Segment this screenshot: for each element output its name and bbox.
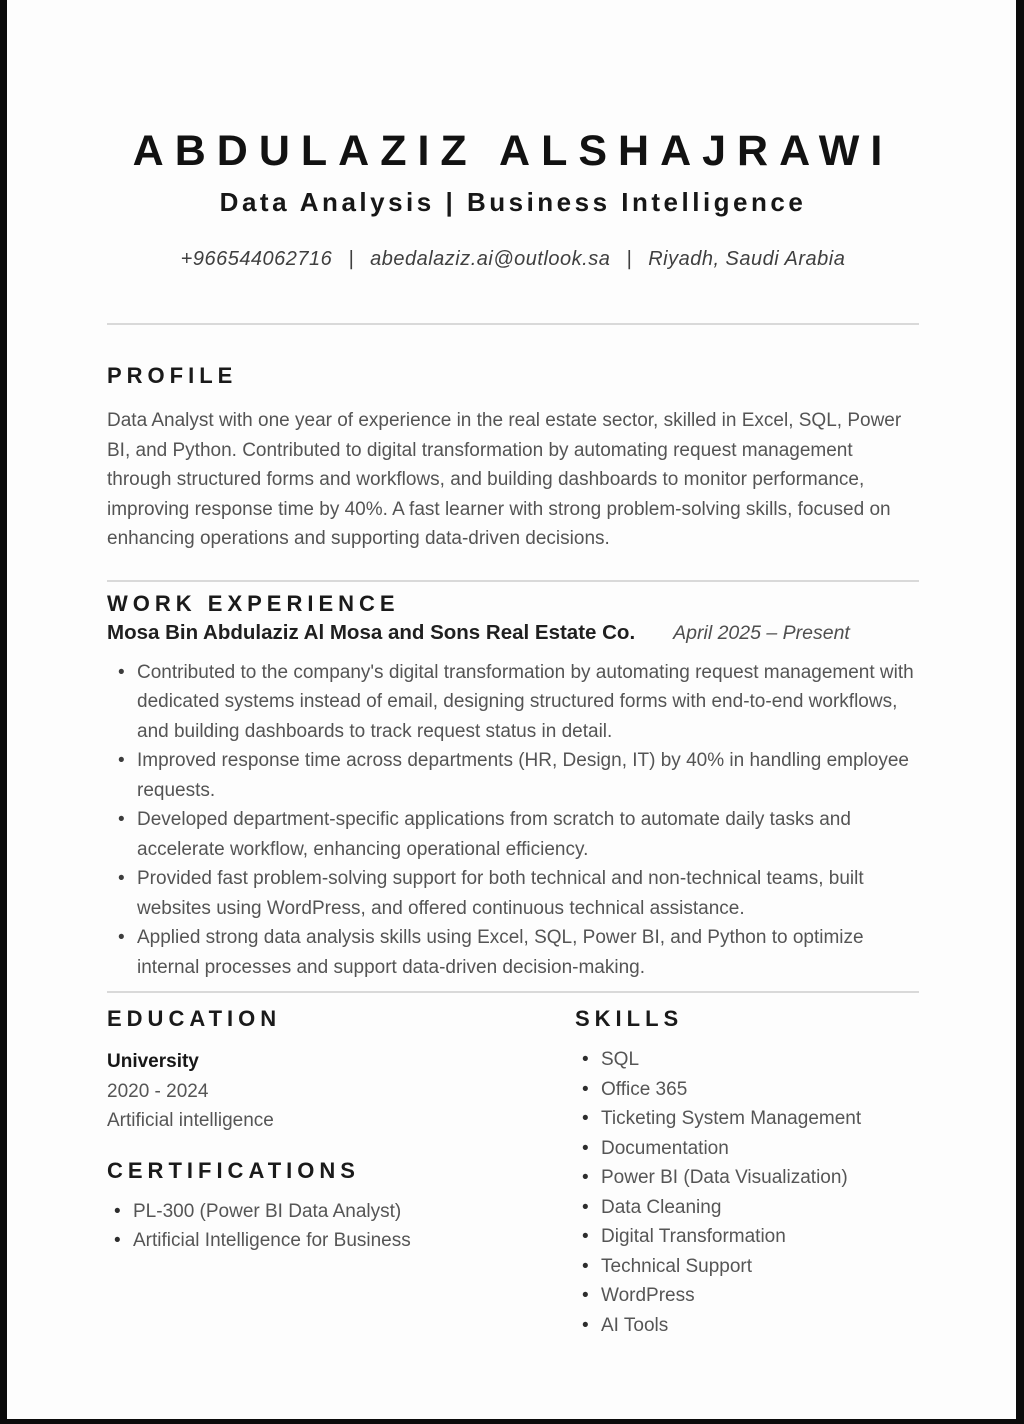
contact-location: Riyadh, Saudi Arabia — [648, 248, 846, 270]
right-column — [575, 1006, 919, 1340]
work-experience-section — [107, 591, 919, 983]
work-meta-row — [107, 621, 919, 645]
profile-summary: Data Analyst with one year of experience in the real estate sector, skilled in Excel, SQL, Power BI, and Python. Contributed to digital transformation by automating request management through structured forms and workflows, and building dashboards to monitor performance, improving response time by 40%. A fast learner with strong problem-solving skills, focused on enhancing operations and supporting data-driven decisions. — [107, 410, 902, 549]
skill-item: • SQL — [575, 1045, 919, 1075]
skill-item: • Ticketing System Management — [575, 1104, 919, 1134]
certifications-section — [107, 1158, 575, 1256]
section-divider — [107, 323, 919, 325]
education-school: University — [107, 1051, 199, 1072]
resume-header — [107, 0, 919, 271]
work-bullet-list — [107, 658, 919, 983]
resume-page — [7, 0, 1016, 1419]
profile-section — [107, 363, 919, 554]
contact-email: abedalaziz.ai@outlook.sa — [370, 248, 611, 270]
education-heading: EDUCATION — [107, 1006, 282, 1031]
bottom-columns — [107, 1006, 919, 1340]
section-divider — [107, 991, 919, 993]
work-experience-heading: WORK EXPERIENCE — [107, 590, 400, 616]
education-major: Artificial intelligence — [107, 1110, 274, 1131]
resume-content — [7, 0, 1016, 1340]
profile-heading: PROFILE — [107, 363, 238, 388]
work-bullet: • Applied strong data analysis skills using Excel, SQL, Power BI, and Python to optimize internal processes and support data-driven decision-making. — [107, 923, 919, 982]
education-section — [107, 1006, 575, 1136]
left-column — [107, 1006, 575, 1340]
skill-item: • Data Cleaning — [575, 1193, 919, 1223]
skill-item: • Power BI (Data Visualization) — [575, 1163, 919, 1193]
work-bullet: • Developed department-specific applications from scratch to automate daily tasks and accelerate workflow, enhancing operational efficiency. — [107, 805, 919, 864]
candidate-name: ABDULAZIZ ALSHAJRAWI — [132, 127, 894, 175]
skill-item: • Digital Transformation — [575, 1222, 919, 1252]
work-bullet: • Provided fast problem-solving support for both technical and non-technical teams, built websites using WordPress, and offered continuous technical assistance. — [107, 864, 919, 923]
certifications-list — [107, 1197, 575, 1256]
certifications-heading: CERTIFICATIONS — [107, 1157, 360, 1183]
employment-dates: April 2025 – Present — [673, 621, 850, 644]
skill-item: • Documentation — [575, 1134, 919, 1164]
contact-phone: +966544062716 — [180, 248, 333, 270]
section-divider — [107, 580, 919, 582]
skills-heading: SKILLS — [575, 1006, 684, 1031]
contact-separator: | — [348, 248, 355, 270]
skill-item: • Office 365 — [575, 1075, 919, 1105]
skill-item: • AI Tools — [575, 1311, 919, 1341]
work-bullet: • Improved response time across departments (HR, Design, IT) by 40% in handling employee requests. — [107, 746, 919, 805]
certification-item: • PL-300 (Power BI Data Analyst) — [107, 1197, 575, 1227]
company-name: Mosa Bin Abdulaziz Al Mosa and Sons Real Estate Co. — [107, 620, 636, 644]
skills-section — [575, 1006, 919, 1340]
contact-separator: | — [626, 248, 633, 270]
skill-item: • WordPress — [575, 1281, 919, 1311]
work-bullet: • Contributed to the company's digital transformation by automating request management with dedicated systems instead of email, designing structured forms with end-to-end workflows, and building dashboards to track request status in detail. — [107, 658, 919, 747]
certification-item: • Artificial Intelligence for Business — [107, 1226, 575, 1256]
education-years: 2020 - 2024 — [107, 1080, 209, 1102]
skills-list — [575, 1045, 919, 1340]
contact-line — [107, 248, 919, 271]
candidate-title: Data Analysis | Business Intelligence — [219, 187, 807, 217]
skill-item: • Technical Support — [575, 1252, 919, 1282]
